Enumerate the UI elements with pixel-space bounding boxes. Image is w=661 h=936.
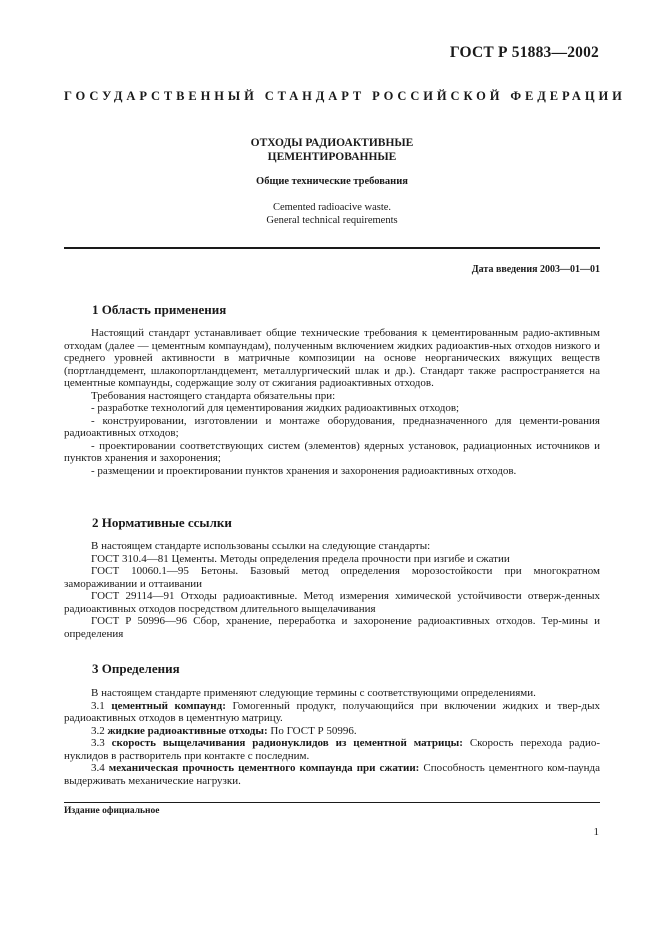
- definition-3-4: [64, 762, 600, 787]
- section-3-paragraph-1: В настоящем стандарте применяют следующие термины с соответствующими определениями.: [91, 687, 536, 699]
- section-1-paragraph-1: Настоящий стандарт устанавливает общие технические требования к цементированным радио-активным отходам (далее — цементным компаундам), полученным включением жидких радиоактив-ных отходов низкого и среднего уровней активности в матричные композиции на основе неорганических вяжущих веществ (портландцемент, шлакопортландцемент, металлургический шлак и др.). Стандарт также распространяется на цементные компаунды, содержащие золу от сжигания радиоактивных отходов.: [64, 327, 600, 389]
- section-1-bullet-4: - размещении и проектировании пунктов хранения и захоронения радиоактивных отходов.: [91, 464, 517, 477]
- footer-divider: [64, 802, 600, 803]
- document-title: [64, 136, 600, 164]
- definition-3-4-number: 3.4: [91, 762, 105, 774]
- definition-3-3-term: скорость выщелачивания радионуклидов из цементной матрицы:: [111, 737, 463, 749]
- section-2-reference-3: ГОСТ 29114—91 Отходы радиоактивные. Метод измерения химической устойчивости отверж-денных радиоактивных отходов посредством длительного выщелачивания: [64, 590, 600, 615]
- definition-3-3-number: 3.3: [91, 737, 105, 749]
- definition-3-3-text: Скорость перехода радио-нуклидов в растворитель при контакте с последним.: [64, 737, 601, 762]
- document-title-line-1: ОТХОДЫ РАДИОАКТИВНЫЕ: [250, 137, 414, 149]
- english-title-line-2: General technical requirements: [266, 215, 398, 226]
- english-title: [64, 201, 600, 227]
- section-1-bullet-1: - разработке технологий для цементирования жидких радиоактивных отходов;: [91, 402, 460, 414]
- section-1-bullet-2: - конструировании, изготовлении и монтаже оборудования, предназначенного для цементи-рования радиоактивных отходов;: [64, 414, 600, 439]
- definition-3-4-text: Способность цементного ком-паунда выдерживать механические нагрузки.: [64, 762, 601, 787]
- definition-3-1-number: 3.1: [91, 699, 105, 712]
- definition-3-2-number: 3.2: [91, 724, 105, 737]
- section-2-reference-1: ГОСТ 310.4—81 Цементы. Методы определения предела прочности при изгибе и сжатии: [91, 552, 510, 565]
- section-2-reference-2: ГОСТ 10060.1—95 Бетоны. Базовый метод определения морозостойкости при многократном замораживании и оттаивании: [64, 565, 600, 590]
- definition-3-1-text: Гомогенный продукт, получающийся при включении жидких и твер-дых радиоактивных отходов в цементную матрицу.: [64, 699, 601, 724]
- section-1-bullet-3: - проектировании соответствующих систем (элементов) ядерных установок, радиационных источников и пунктов хранения и захоронения;: [64, 439, 600, 464]
- definition-3-2-term: жидкие радиоактивные отходы:: [107, 724, 268, 737]
- definition-3-1: [64, 700, 600, 725]
- section-1-paragraph-2: Требования настоящего стандарта обязательны при:: [91, 389, 336, 402]
- state-standard-title: ГОСУДАРСТВЕННЫЙ СТАНДАРТ РОССИЙСКОЙ ФЕДЕРАЦИИ: [64, 89, 626, 103]
- section-2-body: [64, 540, 600, 640]
- section-2-heading: 2 Нормативные ссылки: [92, 515, 232, 530]
- page-number: 1: [593, 826, 599, 838]
- document-title-line-2: ЦЕМЕНТИРОВАННЫЕ: [267, 151, 397, 163]
- section-1-heading: 1 Область применения: [92, 302, 227, 317]
- document-number: ГОСТ Р 51883—2002: [449, 44, 599, 61]
- section-3-body: [64, 687, 600, 787]
- english-title-line-1: Cemented radioacive waste.: [272, 202, 392, 213]
- document-subtitle: Общие технические требования: [256, 176, 408, 187]
- definition-3-1-term: цементный компаунд:: [111, 699, 226, 712]
- introduction-date: Дата введения 2003—01—01: [471, 264, 600, 275]
- section-1-body: [64, 327, 600, 477]
- header-divider: [64, 247, 600, 249]
- section-3-heading: 3 Определения: [92, 661, 180, 676]
- definition-3-4-term: механическая прочность цементного компаунда при сжатии:: [108, 762, 420, 774]
- official-edition-label: Издание официальное: [64, 806, 160, 816]
- section-2-paragraph-1: В настоящем стандарте использованы ссылки на следующие стандарты:: [91, 540, 431, 552]
- definition-3-3: [64, 737, 600, 762]
- definition-3-2-text: По ГОСТ Р 50996.: [270, 724, 357, 737]
- definition-3-2: [64, 725, 600, 738]
- section-2-reference-4: ГОСТ Р 50996—96 Сбор, хранение, переработка и захоронение радиоактивных отходов. Тер-мины и определения: [64, 615, 600, 640]
